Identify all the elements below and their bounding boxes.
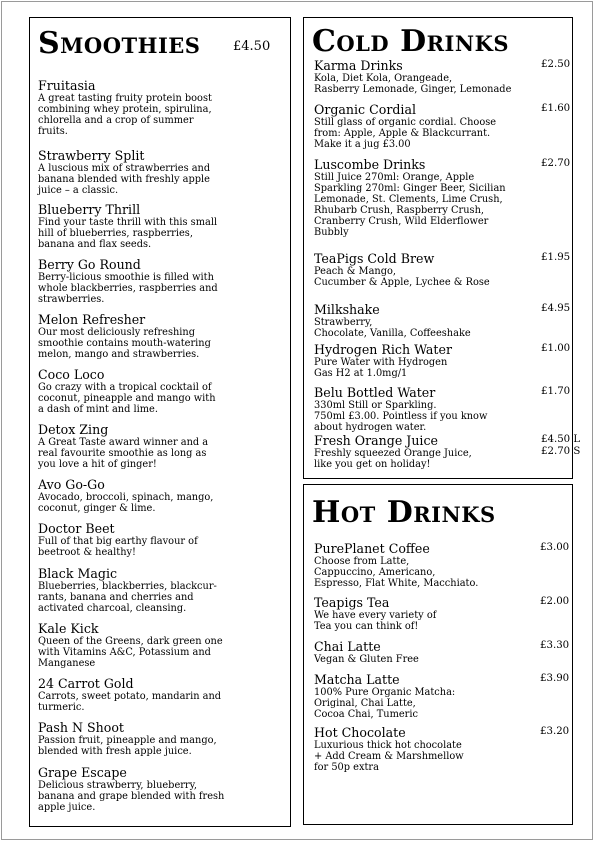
item-description-line: Cucumber & Apple, Lychee & Rose xyxy=(314,277,490,288)
item-price-value: £2.70 S xyxy=(541,446,581,457)
item-description-line: Sparkling 270ml: Ginger Beer, Sicilian xyxy=(314,183,506,194)
item-price xyxy=(541,434,580,458)
cold-drink-item xyxy=(314,303,572,339)
item-description-line: fruits. xyxy=(38,126,68,137)
item-description-line: melon, mango and strawberries. xyxy=(38,349,200,360)
item-name: Avo Go-Go xyxy=(38,477,105,492)
item-description-line: chlorella and a crop of summer xyxy=(38,115,194,126)
cold-drink-item xyxy=(314,158,572,238)
item-description-line: Carrots, sweet potato, mandarin and xyxy=(38,691,222,702)
item-price xyxy=(540,640,569,652)
item-price-value: £1.95 xyxy=(541,252,571,263)
item-name: Detox Zing xyxy=(38,422,109,437)
smoothie-item xyxy=(38,567,290,614)
hot-drinks-heading: Hot Drinks xyxy=(312,495,496,530)
cold-drink-item xyxy=(314,103,572,150)
item-description-line: Berry-licious smoothie is filled with xyxy=(38,272,214,283)
item-price-value: £1.70 xyxy=(541,386,571,397)
item-description-line: Full of that big earthy flavour of xyxy=(38,536,198,547)
item-price xyxy=(541,158,570,170)
cold-drink-item xyxy=(314,343,572,379)
item-description-line: Rasberry Lemonade, Ginger, Lemonade xyxy=(314,84,512,95)
smoothie-item xyxy=(38,721,290,757)
item-description-line: Passion fruit, pineapple and mango, xyxy=(38,735,217,746)
item-description-line: Our most deliciously refreshing xyxy=(38,327,196,338)
item-description-line: Find your taste thrill with this small xyxy=(38,217,218,228)
item-description-line: Bubbly xyxy=(314,227,349,238)
hot-drink-item xyxy=(314,596,572,632)
item-description-line: Freshly squeezed Orange Juice, xyxy=(314,448,472,459)
item-description-line: hill of blueberries, raspberries, xyxy=(38,228,193,239)
item-description-line: 330ml Still or Sparkling. xyxy=(314,400,437,411)
item-price xyxy=(541,103,570,115)
item-price-value: £1.00 xyxy=(541,343,571,354)
item-price xyxy=(540,726,569,738)
cold-drinks-panel xyxy=(303,17,581,479)
hot-drinks-panel xyxy=(303,484,573,825)
item-name: Teapigs Tea xyxy=(314,595,390,610)
item-description-line: coconut, pineapple and mango with xyxy=(38,393,216,404)
item-name: 24 Carrot Gold xyxy=(38,676,134,691)
cold-drinks-heading: Cold Drinks xyxy=(312,24,509,59)
item-description-line: A luscious mix of strawberries and xyxy=(38,163,211,174)
item-description-line: Avocado, broccoli, spinach, mango, xyxy=(38,492,214,503)
item-price-value: £3.30 xyxy=(540,640,570,651)
item-description-line: a dash of mint and lime. xyxy=(38,404,158,415)
item-price-value: £2.50 xyxy=(541,59,571,70)
item-name: Karma Drinks xyxy=(314,58,403,73)
item-description-line: Manganese xyxy=(38,658,96,669)
cold-drink-item xyxy=(314,386,572,433)
item-name: Hydrogen Rich Water xyxy=(314,342,452,357)
item-description-line: Espresso, Flat White, Macchiato. xyxy=(314,578,479,589)
item-description-line: Original, Chai Latte, xyxy=(314,698,416,709)
item-price xyxy=(540,542,569,554)
smoothies-panel xyxy=(29,17,291,827)
item-name: Kale Kick xyxy=(38,621,99,636)
cold-drink-item xyxy=(314,59,572,95)
item-price xyxy=(540,596,569,608)
item-price-value: £3.00 xyxy=(540,542,570,553)
item-description-line: Kola, Diet Kola, Orangeade, xyxy=(314,73,453,84)
item-description-line: strawberries. xyxy=(38,294,105,305)
item-description-line: Cranberry Crush, Wild Elderflower xyxy=(314,216,489,227)
item-price xyxy=(541,303,570,315)
smoothie-item xyxy=(38,203,290,250)
smoothie-item xyxy=(38,368,290,415)
hot-drink-item xyxy=(314,542,572,589)
item-description-line: Tea you can think of! xyxy=(314,621,419,632)
item-description-line: We have every variety of xyxy=(314,610,437,621)
item-description-line: Pure Water with Hydrogen xyxy=(314,357,448,368)
smoothie-item xyxy=(38,79,290,137)
item-name: Milkshake xyxy=(314,302,380,317)
item-description-line: for 50p extra xyxy=(314,762,379,773)
item-description-line: Make it a jug £3.00 xyxy=(314,139,411,150)
item-description-line: with Vitamins A&C, Potassium and xyxy=(38,647,211,658)
item-description-line: Rhubarb Crush, Raspberry Crush, xyxy=(314,205,484,216)
item-description-line: banana blended with freshly apple xyxy=(38,174,210,185)
item-description-line: Strawberry, xyxy=(314,317,373,328)
item-description-line: Lemonade, St. Clements, Lime Crush, xyxy=(314,194,503,205)
item-price xyxy=(541,252,570,264)
item-description-line: real favourite smoothie as long as xyxy=(38,448,207,459)
item-name: Chai Latte xyxy=(314,639,381,654)
item-description-line: turmeric. xyxy=(38,702,85,713)
item-price xyxy=(541,59,570,71)
item-price-value: £4.95 xyxy=(541,303,571,314)
item-name: Fruitasia xyxy=(38,78,96,93)
item-description-line: juice – a classic. xyxy=(38,185,119,196)
item-price xyxy=(541,343,570,355)
item-name: Luscombe Drinks xyxy=(314,157,426,172)
smoothie-item xyxy=(38,766,290,813)
item-name: TeaPigs Cold Brew xyxy=(314,251,435,266)
item-name: Black Magic xyxy=(38,566,118,581)
item-name: Blueberry Thrill xyxy=(38,202,141,217)
smoothie-item xyxy=(38,423,290,470)
smoothie-item xyxy=(38,149,290,196)
item-name: Berry Go Round xyxy=(38,257,141,272)
item-description-line: banana and flax seeds. xyxy=(38,239,152,250)
cold-drink-item xyxy=(314,252,572,288)
item-description-line: Chocolate, Vanilla, Coffeeshake xyxy=(314,328,471,339)
item-description-line: Go crazy with a tropical cocktail of xyxy=(38,382,212,393)
item-description-line: Blueberries, blackberries, blackcur- xyxy=(38,581,217,592)
item-description-line: combining whey protein, spirulina, xyxy=(38,104,212,115)
smoothie-item xyxy=(38,313,290,360)
item-description-line: Queen of the Greens, dark green one xyxy=(38,636,223,647)
item-name: Melon Refresher xyxy=(38,312,146,327)
item-price-value: £1.60 xyxy=(541,103,571,114)
item-name: Matcha Latte xyxy=(314,672,400,687)
smoothie-item xyxy=(38,677,290,713)
item-description-line: A great tasting fruity protein boost xyxy=(38,93,212,104)
item-description-line: 750ml £3.00. Pointless if you know xyxy=(314,411,488,422)
item-name: Belu Bottled Water xyxy=(314,385,436,400)
item-description-line: beetroot & healthy! xyxy=(38,547,136,558)
item-price-value: £4.50 L xyxy=(541,434,581,445)
hot-drink-item xyxy=(314,726,572,773)
item-name: PurePlanet Coffee xyxy=(314,541,430,556)
item-description-line: blended with fresh apple juice. xyxy=(38,746,192,757)
item-name: Pash N Shoot xyxy=(38,720,124,735)
smoothie-item xyxy=(38,478,290,514)
smoothies-price: £4.50 xyxy=(233,39,271,54)
hot-drink-item xyxy=(314,640,572,665)
item-name: Strawberry Split xyxy=(38,148,145,163)
item-price-value: £3.20 xyxy=(540,726,570,737)
item-price-value: £2.00 xyxy=(540,596,570,607)
item-description-line: Cocoa Chai, Tumeric xyxy=(314,709,418,720)
item-description-line: Peach & Mango, xyxy=(314,266,397,277)
item-description-line: you love a hit of ginger! xyxy=(38,459,157,470)
item-name: Grape Escape xyxy=(38,765,127,780)
item-price-value: £3.90 xyxy=(540,673,570,684)
item-description-line: Still Juice 270ml: Orange, Apple xyxy=(314,172,475,183)
item-description-line: smoothie contains mouth-watering xyxy=(38,338,211,349)
item-description-line: apple juice. xyxy=(38,802,96,813)
item-price xyxy=(540,673,569,685)
item-description-line: Delicious strawberry, blueberry, xyxy=(38,780,197,791)
cold-drink-item xyxy=(314,433,581,470)
smoothie-item xyxy=(38,522,290,558)
item-description-line: Luxurious thick hot chocolate xyxy=(314,740,462,751)
item-description-line: Gas H2 at 1.0mg/1 xyxy=(314,368,408,379)
item-description-line: activated charcoal, cleansing. xyxy=(38,603,187,614)
smoothie-item xyxy=(38,622,290,669)
item-name: Doctor Beet xyxy=(38,521,115,536)
smoothie-item xyxy=(38,258,290,305)
item-description-line: + Add Cream & Marshmellow xyxy=(314,751,464,762)
item-description-line: coconut, ginger & lime. xyxy=(38,503,156,514)
item-description-line: like you get on holiday! xyxy=(314,459,431,470)
item-description-line: Still glass of organic cordial. Choose xyxy=(314,117,497,128)
item-description-line: banana and grape blended with fresh xyxy=(38,791,225,802)
item-price xyxy=(541,386,570,398)
item-description-line: Cappuccino, Americano, xyxy=(314,567,436,578)
item-description-line: 100% Pure Organic Matcha: xyxy=(314,687,456,698)
hot-drink-item xyxy=(314,673,572,720)
item-name: Hot Chocolate xyxy=(314,725,406,740)
item-description-line: Choose from Latte, xyxy=(314,556,410,567)
item-description-line: A Great Taste award winner and a xyxy=(38,437,209,448)
item-name: Fresh Orange Juice xyxy=(314,433,438,448)
smoothies-heading: Smoothies xyxy=(38,26,201,61)
item-price-value: £2.70 xyxy=(541,158,571,169)
item-description-line: Vegan & Gluten Free xyxy=(314,654,419,665)
item-description-line: whole blackberries, raspberries and xyxy=(38,283,218,294)
item-description-line: rants, banana and cherries and xyxy=(38,592,194,603)
item-name: Organic Cordial xyxy=(314,102,416,117)
item-name: Coco Loco xyxy=(38,367,105,382)
item-description-line: from: Apple, Apple & Blackcurrant. xyxy=(314,128,491,139)
item-description-line: about hydrogen water. xyxy=(314,422,427,433)
